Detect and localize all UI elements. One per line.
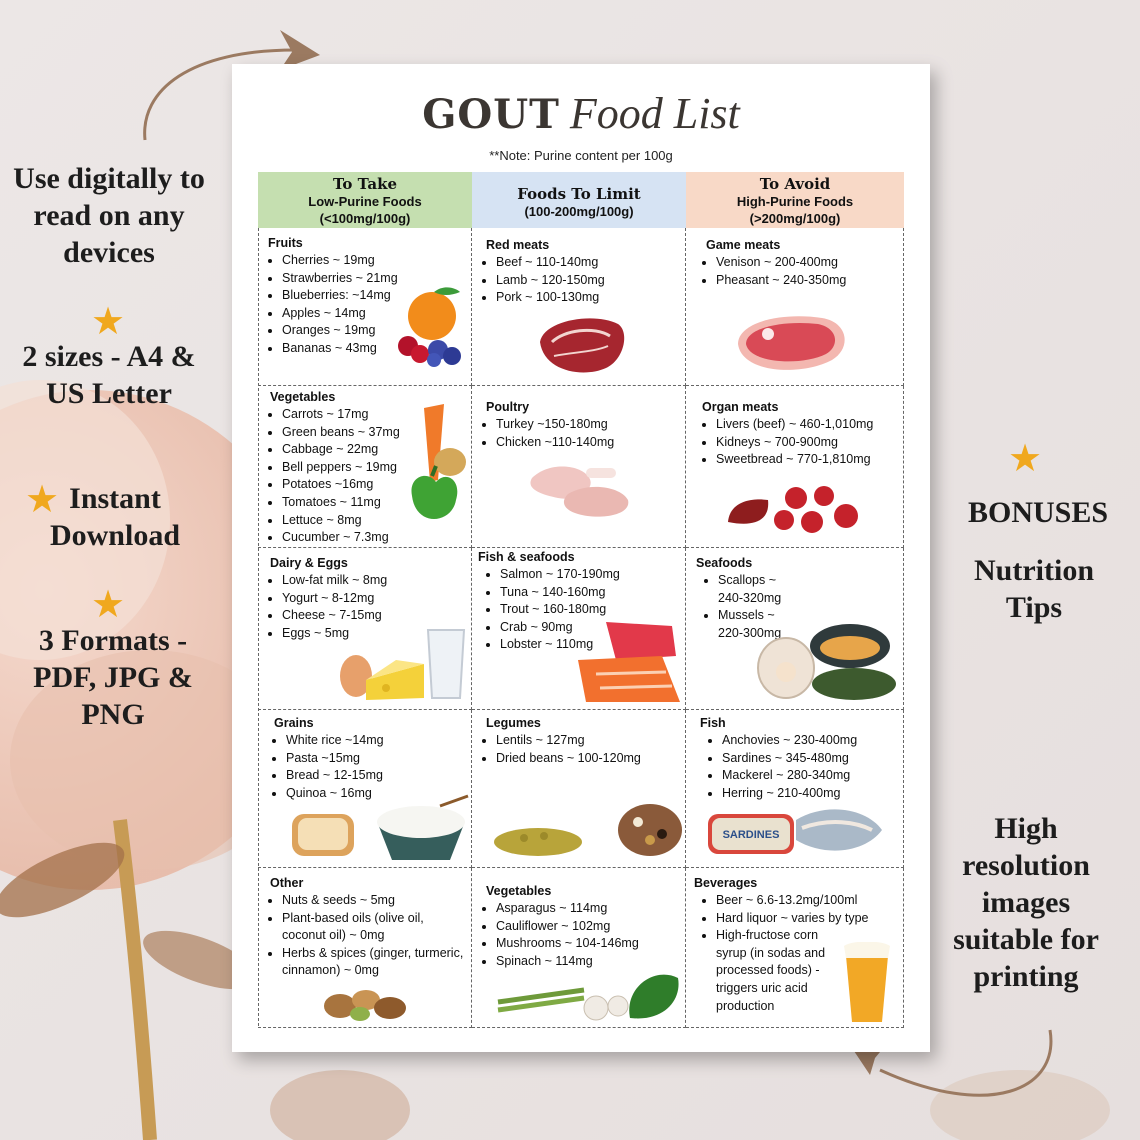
cell-legumes [472,710,686,868]
food-list [476,416,614,451]
cell-dairy-eggs [258,548,472,710]
column-range: (<100mg/100g) [319,211,411,226]
list-item: • White rice ~14mg [286,732,384,750]
star-icon: ★ [1008,438,1043,480]
cell-other [258,868,472,1028]
column-sub: High-Purine Foods [736,194,854,209]
legumes-icon [494,794,684,858]
category-label: Other [270,876,304,890]
list-item: • Pheasant ~ 240-350mg [716,272,846,290]
list-item: • Asparagus ~ 114mg [496,900,639,918]
category-label: Game meats [706,238,781,252]
feature-download [30,480,200,554]
list-item: • Carrots ~ 17mg [282,406,400,424]
list-item: • Bananas ~ 43mg [282,340,398,358]
list-item: • Strawberries ~ 21mg [282,270,398,288]
feature-text: Nutrition [974,554,1094,587]
feature-high-res [938,810,1114,995]
list-item: • Bell peppers ~ 19mg [282,459,400,477]
list-item: • Tomatoes ~ 11mg [282,494,400,512]
list-item: • Cauliflower ~ 102mg [496,918,639,936]
beer-icon [842,942,892,1024]
feature-formats [0,622,226,733]
list-item: • Scallops ~ 240-320mg [718,572,800,607]
list-item: • Crab ~ 90mg [500,619,620,637]
list-item: • Mushrooms ~ 104-146mg [496,935,639,953]
list-item: • Trout ~ 160-180mg [500,601,620,619]
list-item: • Cheese ~ 7-15mg [282,607,387,625]
list-item: • Nuts & seeds ~ 5mg [282,892,470,910]
chicken-icon [528,458,632,522]
column-header-avoid [686,172,904,228]
category-label: Beverages [694,876,758,890]
feature-text: US Letter [46,377,172,410]
cell-vegetables-low [258,386,472,548]
category-label: Vegetables [486,884,552,898]
food-list [702,732,857,802]
cell-game-meats [686,228,904,386]
list-item: • High-fructose corn syrup (in sodas and processed foods) - triggers uric acid production [716,927,848,1015]
food-list [266,732,384,802]
list-item: • Sardines ~ 345-480mg [722,750,857,768]
list-item: • Beef ~ 110-140mg [496,254,605,272]
fruits-icon [394,284,468,368]
feature-text: PNG [81,698,145,731]
column-heading: To Take [332,175,398,193]
food-list [696,254,846,289]
steak-icon [732,308,852,378]
grains-icon [290,794,470,866]
category-label: Grains [274,716,314,730]
list-item: • Sweetbread ~ 770-1,810mg [716,451,873,469]
feature-text: devices [63,236,155,269]
star-icon: ★ [25,479,60,521]
nuts-icon [320,982,414,1024]
list-item: • Lamb ~ 120-150mg [496,272,605,290]
star-icon: ★ [91,584,126,626]
list-item: • Yogurt ~ 8-12mg [282,590,387,608]
feature-text: suitable for [953,923,1099,956]
feature-text: resolution [962,849,1090,882]
food-list [476,254,605,307]
feature-sizes [0,338,218,412]
list-item: • Low-fat milk ~ 8mg [282,572,387,590]
list-item: • Pasta ~15mg [286,750,384,768]
category-label: Organ meats [702,400,779,414]
vegetables-icon [404,400,470,532]
feature-text: PDF, JPG & [33,661,193,694]
category-label: Seafoods [696,556,753,570]
food-list [476,900,639,970]
feature-text: Use digitally to [13,162,205,195]
list-item: • Blueberries: ~14mg [282,287,398,305]
food-list [262,406,400,547]
cell-organ-meats [686,386,904,548]
list-item: • Hard liquor ~ varies by type [716,910,848,928]
title-italic: Food List [569,89,740,138]
column-heading: Foods To Limit [517,185,641,203]
category-label: Fish [700,716,726,730]
list-item: • Cherries ~ 19mg [282,252,398,270]
column-header-limit [472,172,686,228]
list-item: • Anchovies ~ 230-400mg [722,732,857,750]
list-item: • Herbs & spices (ginger, turmeric, cinnamon) ~ 0mg [282,945,470,980]
feature-bonuses [940,494,1136,531]
cell-fruits [258,228,472,386]
feature-text: High [994,812,1058,845]
food-list [262,252,398,358]
list-item: • Lobster ~ 110mg [500,636,620,654]
beef-icon [534,312,630,378]
feature-text: Instant [69,482,161,515]
food-list [262,892,470,980]
food-list [696,416,873,469]
list-item: • Plant-based oils (olive oil, coconut oil) ~ 0mg [282,910,470,945]
list-item: • Venison ~ 200-400mg [716,254,846,272]
cell-fish-seafoods [472,548,686,710]
category-label: Dairy & Eggs [270,556,348,570]
sardines-icon [706,800,884,862]
cell-grains [258,710,472,868]
feature-text: BONUSES [967,496,1109,529]
list-item: • Dried beans ~ 100-120mg [496,750,641,768]
list-item: • Potatoes ~16mg [282,476,400,494]
cell-vegetables-limit [472,868,686,1028]
cell-seafoods [686,548,904,710]
column-range: (>200mg/100g) [749,211,841,226]
list-item: • Oranges ~ 19mg [282,322,398,340]
column-header-take [258,172,472,228]
category-label: Vegetables [270,390,336,404]
food-list-sheet [232,64,930,1052]
column-range: (100-200mg/100g) [524,204,634,219]
category-label: Red meats [486,238,550,252]
feature-text: Tips [1005,591,1063,624]
feature-text: read on any [33,199,185,232]
list-item: • Pork ~ 100-130mg [496,289,605,307]
star-icon: ★ [91,301,126,343]
list-item: • Chicken ~110-140mg [496,434,614,452]
list-item: • Apples ~ 14mg [282,305,398,323]
cell-fish [686,710,904,868]
cell-poultry [472,386,686,548]
feature-digital [0,160,218,271]
purine-note: **Note: Purine content per 100g [489,148,673,163]
food-list [476,732,641,767]
feature-text: printing [973,960,1079,993]
list-item: • Lentils ~ 127mg [496,732,641,750]
mussels-icon [750,612,902,704]
list-item: • Spinach ~ 114mg [496,953,639,971]
feature-text: Download [49,519,181,552]
cell-beverages [686,868,904,1028]
list-item: • Salmon ~ 170-190mg [500,566,620,584]
list-item: • Quinoa ~ 16mg [286,785,384,803]
category-label: Legumes [486,716,541,730]
feature-text: 2 sizes - A4 & [22,340,196,373]
organ-meat-icon [724,478,868,538]
category-label: Poultry [486,400,530,414]
list-item: • Mackerel ~ 280-340mg [722,767,857,785]
category-label: Fruits [268,236,303,250]
asparagus-icon [494,968,684,1028]
list-item: • Livers (beef) ~ 460-1,010mg [716,416,873,434]
feature-text: images [981,886,1071,919]
salmon-icon [576,616,686,706]
category-label: Fish & seafoods [478,550,575,564]
column-heading: To Avoid [759,175,831,193]
dairy-icon [334,624,468,704]
list-item: • Lettuce ~ 8mg [282,512,400,530]
list-item: • Turkey ~150-180mg [496,416,614,434]
list-item: • Cabbage ~ 22mg [282,441,400,459]
list-item: • Eggs ~ 5mg [282,625,387,643]
list-item: • Tuna ~ 140-160mg [500,584,620,602]
list-item: • Herring ~ 210-400mg [722,785,857,803]
food-grid [258,228,904,1028]
list-item: • Bread ~ 12-15mg [286,767,384,785]
food-list [696,892,869,1015]
cell-red-meats [472,228,686,386]
feature-text: 3 Formats - [38,624,188,657]
list-item: • Green beans ~ 37mg [282,424,400,442]
list-item: • Cucumber ~ 7.3mg [282,529,400,547]
column-sub: Low-Purine Foods [308,194,422,209]
list-item: • Kidneys ~ 700-900mg [716,434,873,452]
feature-nutrition [940,552,1128,626]
list-item: • Mussels ~ 220-300mg [718,607,800,642]
page-title [232,88,930,139]
sardines-label: SARDINES [722,829,780,841]
list-item: • Beer ~ 6.6-13.2mg/100ml [716,892,848,910]
title-bold: GOUT [422,91,560,138]
